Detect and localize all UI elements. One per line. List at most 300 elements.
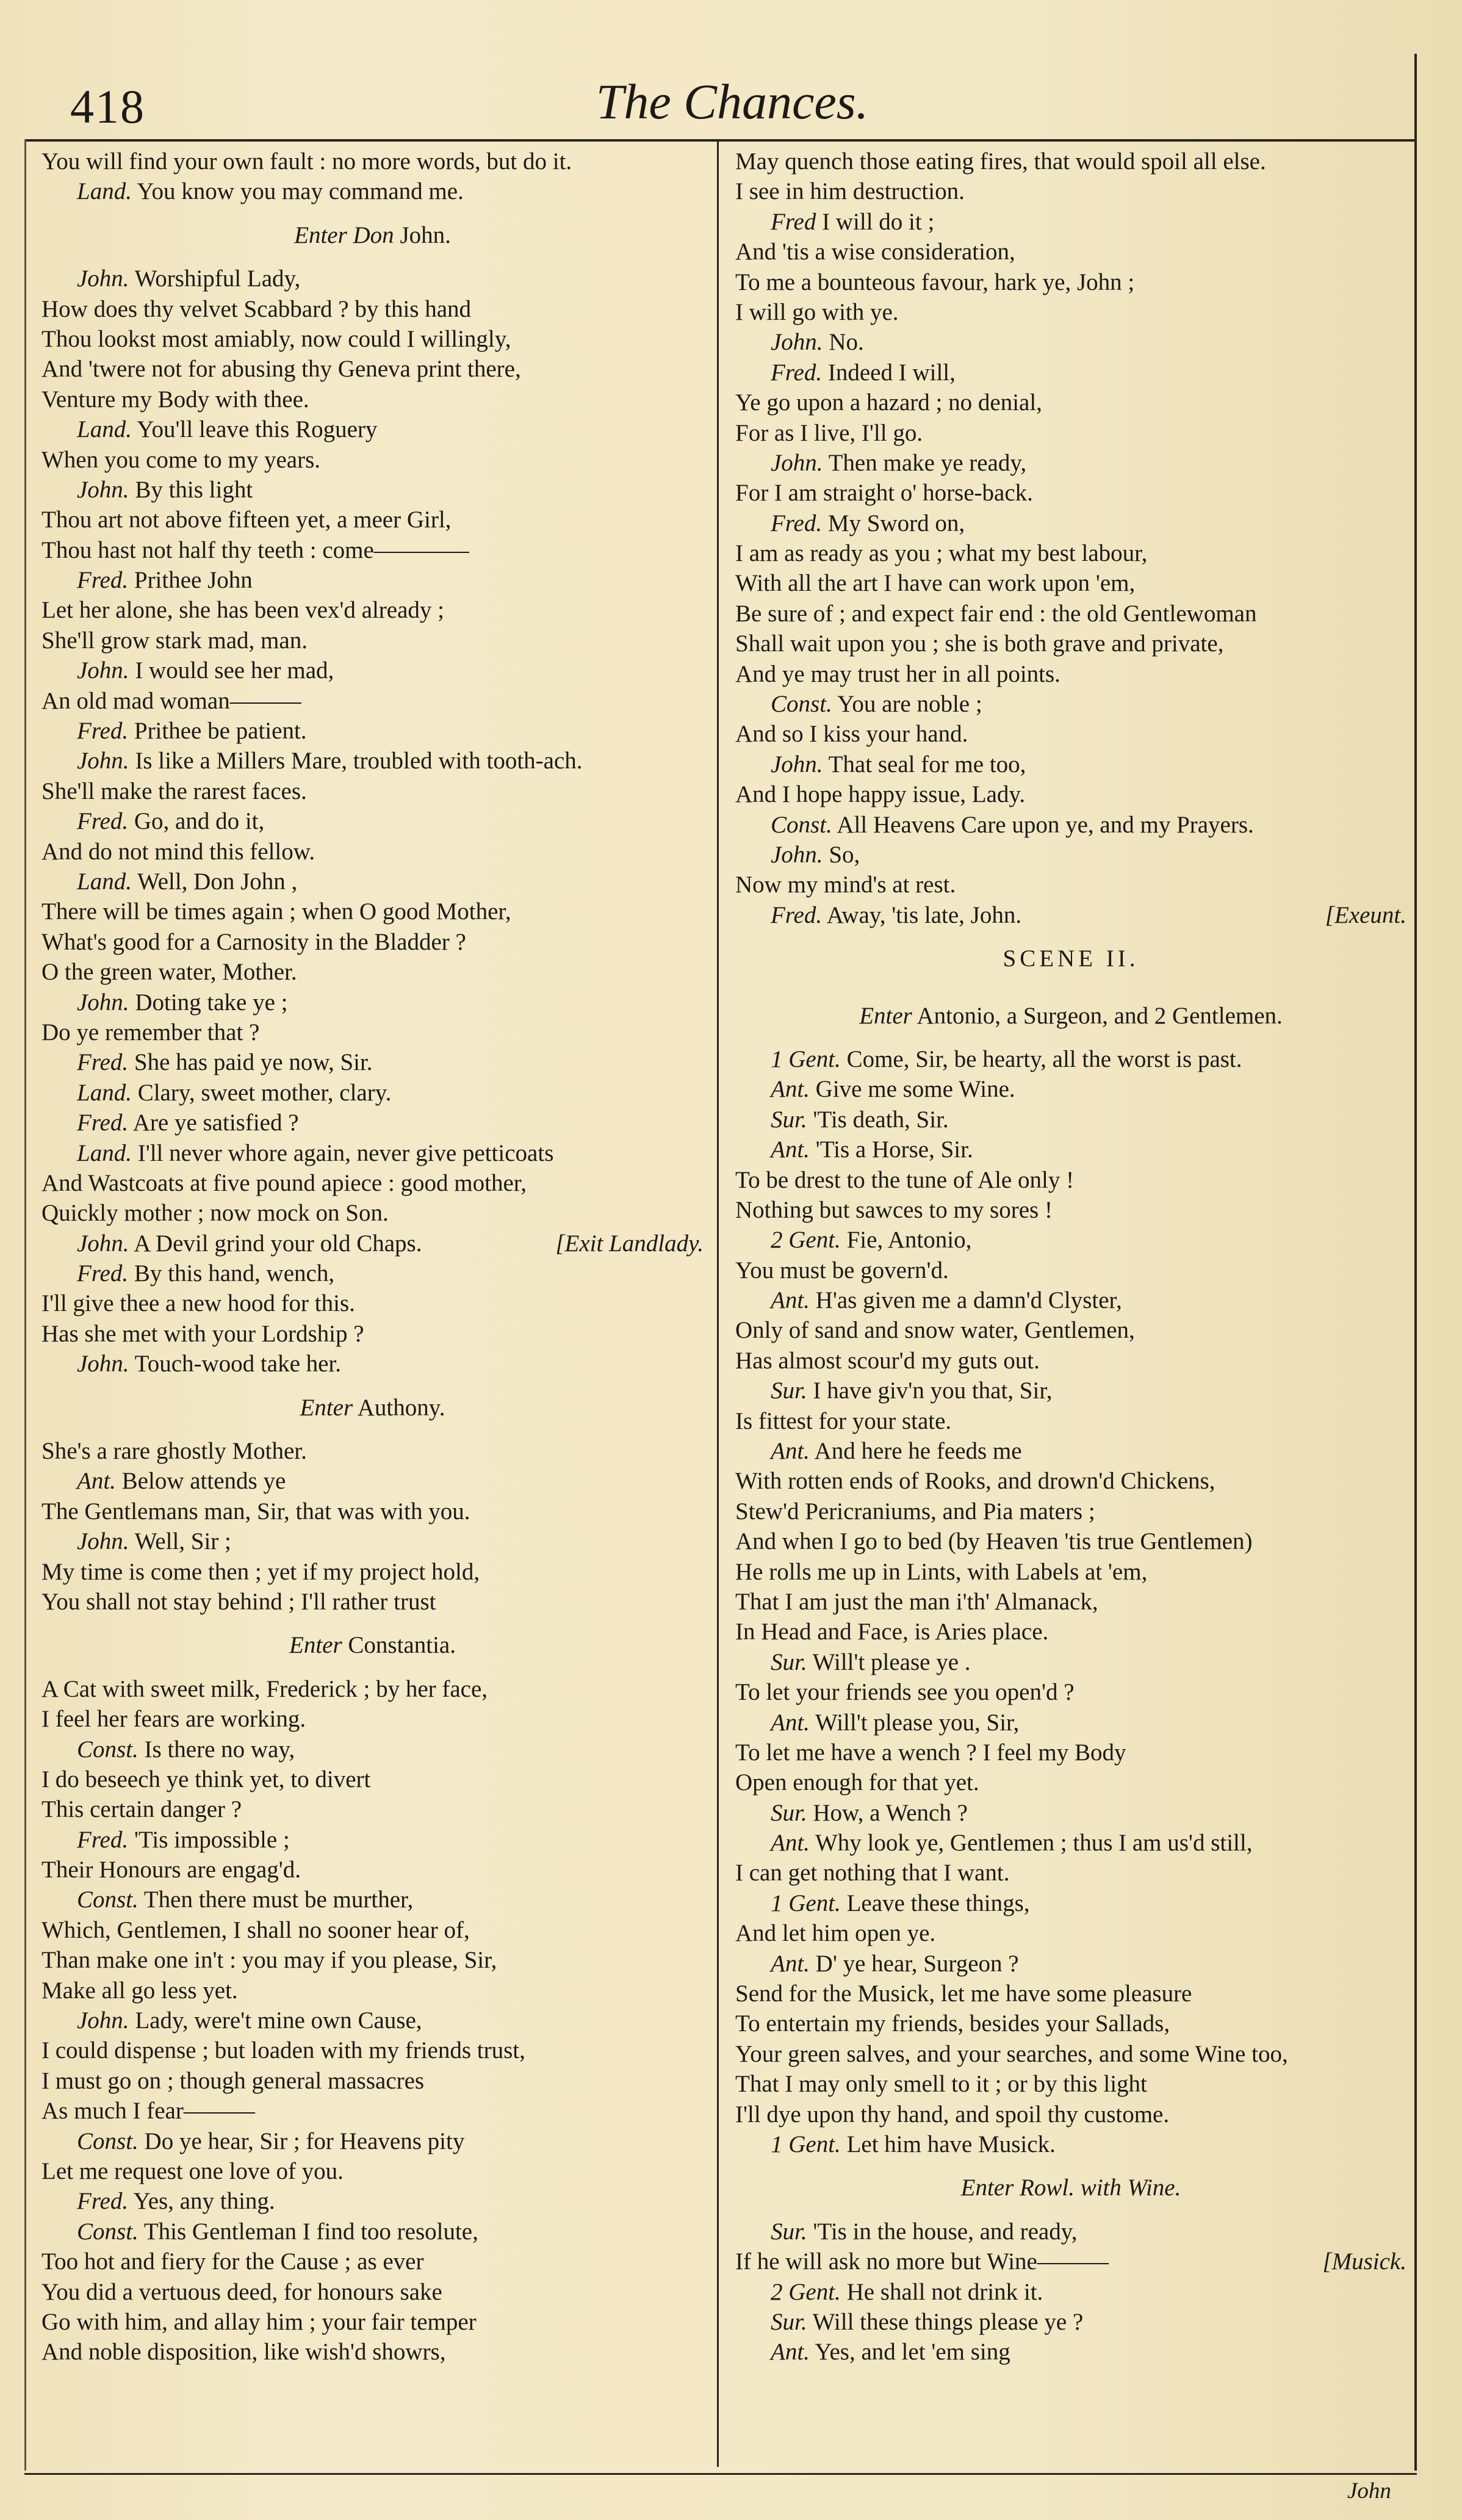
line-text: There will be times again ; when O good Mother,: [41, 898, 511, 925]
verse-line: [41, 1349, 704, 1379]
verse-line: [735, 900, 1406, 930]
line-text: You must be govern'd.: [735, 1257, 949, 1283]
line-text: Why look ye, Gentlemen ; thus I am us'd still,: [815, 1830, 1253, 1857]
speaker-name: Fred.: [77, 1260, 129, 1287]
speaker-name: Ant.: [771, 1438, 810, 1465]
verse-line: [735, 1617, 1406, 1647]
verse-line: [735, 1195, 1406, 1225]
line-text: She has paid ye now, Sir.: [134, 1049, 373, 1076]
verse-line: [735, 1828, 1406, 1858]
verse-line: [735, 1767, 1406, 1797]
stage-direction: [41, 220, 704, 250]
verse-line: [41, 686, 704, 716]
verse-line: [735, 1526, 1406, 1556]
line-text: 'Tis in the house, and ready,: [813, 2218, 1078, 2245]
line-text: Authony.: [357, 1394, 445, 1421]
verse-line: [41, 2247, 704, 2276]
speaker-name: Sur.: [771, 1377, 807, 1404]
spacer: [41, 1617, 704, 1630]
verse-line: [735, 478, 1406, 508]
line-text: And so I kiss your hand.: [735, 721, 968, 748]
line-text: That I may only smell to it ; or by this light: [735, 2071, 1147, 2098]
speaker-name: John.: [77, 1528, 129, 1555]
line-text: Will't please you, Sir,: [815, 1709, 1020, 1736]
verse-line: [735, 146, 1406, 176]
speaker-name: Fred: [771, 208, 816, 235]
line-text: A Cat with sweet milk, Frederick ; by her face,: [41, 1675, 488, 1702]
verse-line: [41, 1047, 704, 1077]
verse-line: [735, 508, 1406, 538]
line-text: Is there no way,: [144, 1736, 295, 1763]
spacer: [735, 1031, 1406, 1044]
line-text: This certain danger ?: [41, 1796, 242, 1823]
speaker-name: Fred.: [77, 1110, 129, 1136]
line-text: Come, Sir, be hearty, all the worst is past.: [846, 1045, 1242, 1072]
line-text: 'Tis death, Sir.: [813, 1106, 949, 1133]
line-text: He shall not drink it.: [846, 2278, 1043, 2305]
verse-line: [41, 1078, 704, 1108]
line-text: With all the art I have can work upon 'em,: [735, 570, 1136, 597]
verse-line: [735, 176, 1406, 206]
verse-line: [41, 1138, 704, 1168]
speaker-name: John.: [77, 2007, 129, 2034]
speaker-name: 1 Gent.: [771, 2131, 841, 2157]
verse-line: [735, 2337, 1406, 2367]
verse-line: [41, 2186, 704, 2216]
line-text: Your green salves, and your searches, and some Wine too,: [735, 2040, 1288, 2067]
line-text: Which, Gentlemen, I shall no sooner hear of,: [41, 1916, 470, 1943]
running-title: The Chances.: [596, 74, 869, 129]
line-text: I would see her mad,: [135, 657, 334, 684]
line-text: And when I go to bed (by Heaven 'tis true Gentlemen): [735, 1528, 1253, 1555]
line-text: Open enough for that yet.: [735, 1769, 979, 1796]
line-text: Below attends ye: [121, 1468, 286, 1495]
exit-direction: [Musick.: [1322, 2248, 1406, 2275]
verse-line: [735, 267, 1406, 297]
speaker-name: Sur.: [771, 1799, 807, 1826]
verse-line: [41, 1198, 704, 1228]
speaker-name: Const.: [77, 1886, 139, 1913]
verse-line: [41, 655, 704, 685]
verse-line: [735, 1858, 1406, 1888]
line-text: I'll never whore again, never give petticoats: [137, 1139, 554, 1166]
scene-heading: [735, 944, 1406, 973]
speaker-name: Fred.: [771, 359, 823, 386]
verse-line: [41, 1764, 704, 1794]
stage-direction: [735, 1001, 1406, 1031]
line-text: And 'tis a wise consideration,: [735, 239, 1015, 265]
line-text: And 'twere not for abusing thy Geneva print there,: [41, 356, 521, 383]
speaker-name: Ant.: [77, 1468, 116, 1495]
speaker-name: 1 Gent.: [771, 1890, 841, 1916]
speaker-name: Const.: [77, 1736, 139, 1763]
stage-direction: [735, 2173, 1406, 2203]
line-text: H'as given me a damn'd Clyster,: [815, 1287, 1122, 1314]
line-text: Doting take ye ;: [135, 989, 288, 1016]
speaker-name: Fred.: [77, 567, 129, 594]
verse-line: [41, 1526, 704, 1556]
speaker-name: Fred.: [771, 510, 823, 536]
speaker-name: John.: [77, 265, 129, 292]
line-text: Their Honours are engag'd.: [41, 1857, 301, 1883]
line-text: And noble disposition, like wish'd showrs,: [41, 2339, 446, 2366]
line-text: Prithee John: [134, 567, 253, 594]
line-text: Stew'd Pericraniums, and Pia maters ;: [735, 1498, 1095, 1525]
line-text: An old mad woman———: [41, 687, 301, 714]
verse-line: [735, 1798, 1406, 1828]
direction-word: Enter: [300, 1394, 353, 1421]
speaker-name: Ant.: [771, 1287, 810, 1314]
speaker-name: John.: [771, 751, 823, 778]
line-text: Make all go less yet.: [41, 1977, 238, 2004]
exit-direction: [Exit Landlady.: [555, 1230, 704, 1257]
line-text: Indeed I will,: [827, 359, 956, 386]
speaker-name: Land.: [77, 178, 132, 205]
line-text: Touch-wood take her.: [134, 1351, 342, 1377]
verse-line: [41, 354, 704, 384]
line-text: To entertain my friends, besides your Sallads,: [735, 2010, 1170, 2037]
verse-line: [41, 987, 704, 1017]
direction-word: Enter Don: [294, 222, 394, 248]
line-text: Will these things please ye ?: [812, 2308, 1084, 2335]
line-text: My Sword on,: [827, 510, 965, 536]
verse-line: [735, 870, 1406, 900]
speaker-name: 2 Gent.: [771, 1227, 841, 1254]
speaker-name: 1 Gent.: [771, 1045, 841, 1072]
footer-rule: [24, 2473, 1417, 2475]
speaker-name: Fred.: [77, 718, 129, 745]
verse-line: [41, 146, 704, 176]
column-divider: [717, 142, 719, 2467]
line-text: Let her alone, she has been vex'd already ;: [41, 597, 444, 624]
line-text: Worshipful Lady,: [134, 265, 301, 292]
stage-direction: [41, 1393, 704, 1423]
speaker-name: Ant.: [771, 1830, 810, 1857]
verse-line: [735, 1074, 1406, 1104]
verse-line: [41, 2156, 704, 2186]
line-text: Antonio, a Surgeon, and 2 Gentlemen.: [916, 1002, 1283, 1029]
verse-line: [41, 595, 704, 625]
verse-line: [41, 1735, 704, 1764]
verse-line: [735, 1888, 1406, 1918]
catchword: John: [1347, 2478, 1391, 2504]
line-text: Let him have Musick.: [846, 2131, 1056, 2157]
line-text: I can get nothing that I want.: [735, 1860, 1010, 1886]
verse-line: [41, 1794, 704, 1824]
speaker-name: John.: [771, 449, 823, 476]
line-text: To be drest to the tune of Ale only !: [735, 1166, 1075, 1193]
line-text: That I am just the man i'th' Almanack,: [735, 1588, 1098, 1615]
line-text: You know you may command me.: [137, 178, 464, 205]
line-text: Let me request one love of you.: [41, 2158, 344, 2184]
line-text: You did a vertuous deed, for honours sake: [41, 2278, 442, 2305]
verse-line: [735, 2217, 1406, 2247]
line-text: Will't please ye .: [812, 1648, 971, 1675]
line-text: I am as ready as you ; what my best labour,: [735, 540, 1148, 567]
line-text: The Gentlemans man, Sir, that was with you.: [41, 1498, 470, 1525]
verse-line: [41, 867, 704, 897]
line-text: How, a Wench ?: [813, 1799, 968, 1826]
line-text: Thou lookst most amiably, now could I willingly,: [41, 325, 511, 352]
speaker-name: Fred.: [77, 1826, 129, 1853]
line-text: If he will ask no more but Wine———: [735, 2248, 1109, 2275]
verse-line: [41, 806, 704, 836]
verse-line: [41, 2126, 704, 2156]
verse-line: [41, 445, 704, 475]
line-text: Do ye hear, Sir ; for Heavens pity: [144, 2128, 465, 2154]
verse-line: [41, 1674, 704, 1704]
verse-line: [41, 2337, 704, 2367]
line-text: Constantia.: [348, 1632, 456, 1659]
line-text: And I hope happy issue, Lady.: [735, 781, 1026, 808]
verse-line: [41, 1704, 704, 1734]
line-text: To let your friends see you open'd ?: [735, 1679, 1075, 1706]
line-text: In Head and Face, is Aries place.: [735, 1619, 1049, 1645]
speaker-name: Land.: [77, 868, 132, 895]
line-text: Nothing but sawces to my sores !: [735, 1196, 1053, 1223]
verse-line: [41, 927, 704, 957]
line-text: I feel her fears are working.: [41, 1706, 306, 1733]
line-text: John.: [400, 222, 451, 248]
verse-line: [735, 2247, 1406, 2276]
spacer: [41, 207, 704, 220]
verse-line: [735, 1135, 1406, 1164]
line-text: She'll grow stark mad, man.: [41, 627, 308, 654]
verse-line: [735, 689, 1406, 719]
verse-line: [41, 414, 704, 444]
verse-line: [735, 1647, 1406, 1677]
speaker-name: Land.: [77, 1079, 132, 1106]
frame-rule-left: [24, 139, 26, 2471]
speaker-name: Fred.: [77, 808, 129, 835]
line-text: As much I fear———: [41, 2098, 255, 2125]
verse-line: [41, 1229, 704, 1258]
speaker-name: Fred.: [77, 2188, 129, 2215]
line-text: Has almost scour'd my guts out.: [735, 1347, 1040, 1374]
line-text: Yes, and let 'em sing: [815, 2339, 1010, 2366]
speaker-name: Sur.: [771, 2308, 807, 2335]
spacer: [41, 1379, 704, 1393]
verse-line: [735, 1496, 1406, 1526]
line-text: Then make ye ready,: [828, 449, 1027, 476]
verse-line: [735, 207, 1406, 237]
line-text: Send for the Musick, let me have some pleasure: [735, 1980, 1192, 2007]
speaker-name: John.: [77, 1351, 129, 1377]
line-text: Is fittest for your state.: [735, 1407, 952, 1434]
verse-line: [735, 568, 1406, 598]
line-text: You'll leave this Roguery: [137, 416, 378, 443]
verse-line: [735, 1677, 1406, 1707]
verse-line: [735, 237, 1406, 267]
verse-line: [41, 1855, 704, 1885]
verse-line: [41, 1288, 704, 1318]
line-text: D' ye hear, Surgeon ?: [815, 1950, 1019, 1977]
verse-line: [41, 1557, 704, 1587]
verse-line: [735, 327, 1406, 357]
line-text: Ye go upon a hazard ; no denial,: [735, 389, 1042, 416]
verse-line: [41, 1017, 704, 1047]
spacer: [41, 1661, 704, 1674]
verse-line: [41, 1496, 704, 1526]
verse-line: [735, 1949, 1406, 1979]
line-text: And let him open ye.: [735, 1920, 936, 1947]
line-text: With rotten ends of Rooks, and drown'd Chickens,: [735, 1468, 1215, 1495]
verse-line: [735, 659, 1406, 689]
page-header: [43, 67, 1422, 140]
verse-line: [735, 358, 1406, 388]
line-text: Now my mind's at rest.: [735, 872, 956, 898]
verse-line: [41, 505, 704, 535]
verse-line: [41, 957, 704, 987]
spacer: [735, 2159, 1406, 2173]
spacer: [735, 2203, 1406, 2217]
line-text: Enter Rowl. with Wine.: [960, 2175, 1181, 2201]
verse-line: [735, 2009, 1406, 2038]
verse-line: [41, 535, 704, 565]
line-text: Leave these things,: [846, 1890, 1030, 1916]
line-text: Then there must be murther,: [143, 1886, 414, 1913]
verse-line: [735, 1587, 1406, 1617]
verse-line: [735, 1255, 1406, 1285]
line-text: By this hand, wench,: [134, 1260, 335, 1287]
line-text: SCENE II.: [1003, 945, 1139, 972]
verse-line: [41, 897, 704, 926]
line-text: You are noble ;: [837, 691, 982, 718]
line-text: She'll make the rarest faces.: [41, 778, 307, 804]
stage-direction: [41, 1630, 704, 1660]
verse-line: [41, 1915, 704, 1945]
speaker-name: Sur.: [771, 1648, 807, 1675]
line-text: Give me some Wine.: [815, 1076, 1015, 1103]
line-text: I do beseech ye think yet, to divert: [41, 1766, 371, 1793]
line-text: Is like a Millers Mare, troubled with tooth-ach.: [135, 748, 583, 774]
speaker-name: Fred.: [771, 901, 823, 928]
line-text: Quickly mother ; now mock on Son.: [41, 1200, 389, 1227]
verse-line: [735, 1738, 1406, 1767]
verse-line: [41, 176, 704, 206]
verse-line: [41, 1436, 704, 1466]
line-text: So,: [829, 841, 860, 868]
line-text: May quench those eating fires, that would spoil all else.: [735, 148, 1266, 175]
line-text: Be sure of ; and expect fair end : the old Gentlewoman: [735, 600, 1257, 627]
verse-line: [735, 1285, 1406, 1315]
verse-line: [735, 1346, 1406, 1376]
line-text: Venture my Body with thee.: [41, 386, 309, 413]
line-text: Clary, sweet mother, clary.: [137, 1079, 392, 1106]
verse-line: [41, 2035, 704, 2065]
speaker-name: Ant.: [771, 2339, 810, 2366]
page-number: 418: [70, 80, 145, 133]
right-column: [735, 146, 1406, 2367]
verse-line: [735, 1436, 1406, 1466]
speaker-name: 2 Gent.: [771, 2278, 841, 2305]
direction-word: Enter: [859, 1002, 912, 1029]
verse-line: [735, 538, 1406, 568]
speaker-name: Ant.: [771, 1950, 810, 1977]
line-text: How does thy velvet Scabbard ? by this hand: [41, 295, 472, 322]
line-text: He rolls me up in Lints, with Labels at 'em,: [735, 1558, 1148, 1585]
line-text: For as I live, I'll go.: [735, 419, 923, 446]
line-text: I have giv'n you that, Sir,: [813, 1377, 1053, 1404]
line-text: I could dispense ; but loaden with my friends trust,: [41, 2037, 525, 2064]
line-text: I will do it ;: [822, 208, 935, 235]
verse-line: [735, 2099, 1406, 2129]
verse-line: [41, 1168, 704, 1198]
line-text: Well, Sir ;: [134, 1528, 231, 1555]
verse-line: [735, 810, 1406, 840]
spacer: [735, 974, 1406, 987]
line-text: O the green water, Mother.: [41, 959, 297, 986]
line-text: When you come to my years.: [41, 446, 321, 473]
line-text: Than make one in't : you may if you please, Sir,: [41, 1947, 497, 1974]
speaker-name: John.: [77, 476, 129, 503]
line-text: I see in him destruction.: [735, 178, 965, 205]
verse-line: [41, 264, 704, 294]
verse-line: [41, 1587, 704, 1617]
line-text: All Heavens Care upon ye, and my Prayers.: [837, 811, 1254, 838]
line-text: I will go with ye.: [735, 298, 899, 325]
line-text: I'll give thee a new hood for this.: [41, 1290, 355, 1317]
line-text: You shall not stay behind ; I'll rather trust: [41, 1588, 436, 1615]
verse-line: [735, 1466, 1406, 1496]
speaker-name: Fred.: [77, 1049, 129, 1076]
speaker-name: Land.: [77, 1139, 132, 1166]
verse-line: [41, 1825, 704, 1855]
verse-line: [735, 1918, 1406, 1948]
verse-line: [41, 2096, 704, 2126]
verse-line: [735, 448, 1406, 478]
line-text: No.: [829, 329, 864, 356]
line-text: By this light: [135, 476, 253, 503]
line-text: And do not mind this fellow.: [41, 838, 315, 865]
frame-rule-right: [1414, 54, 1417, 2471]
speaker-name: John.: [771, 329, 823, 356]
line-text: Yes, any thing.: [133, 2188, 275, 2215]
verse-line: [735, 1708, 1406, 1738]
verse-line: [735, 1979, 1406, 2009]
line-text: I'll dye upon thy hand, and spoil thy custome.: [735, 2101, 1170, 2128]
verse-line: [735, 779, 1406, 809]
speaker-name: Const.: [771, 691, 832, 718]
speaker-name: John.: [77, 989, 129, 1016]
verse-line: [735, 749, 1406, 779]
verse-line: [735, 2277, 1406, 2307]
verse-line: [41, 565, 704, 595]
verse-line: [735, 1044, 1406, 1074]
verse-line: [735, 2039, 1406, 2069]
verse-line: [41, 626, 704, 655]
line-text: Has she met with your Lordship ?: [41, 1320, 364, 1347]
speaker-name: Const.: [771, 811, 832, 838]
line-text: And here he feeds me: [814, 1438, 1022, 1465]
speaker-name: Sur.: [771, 1106, 807, 1133]
line-text: Go with him, and allay him ; your fair temper: [41, 2308, 477, 2335]
verse-line: [41, 837, 704, 867]
exit-direction: [Exeunt.: [1325, 901, 1406, 928]
spacer: [41, 250, 704, 264]
line-text: Fie, Antonio,: [846, 1227, 972, 1254]
verse-line: [735, 2069, 1406, 2099]
verse-line: [41, 294, 704, 324]
verse-line: [735, 297, 1406, 327]
spacer: [735, 987, 1406, 1001]
verse-line: [41, 2006, 704, 2035]
verse-line: [735, 1406, 1406, 1436]
line-text: Go, and do it,: [134, 808, 265, 835]
line-text: 'Tis impossible ;: [134, 1826, 290, 1853]
left-column: [41, 146, 704, 2367]
speaker-name: Ant.: [771, 1136, 810, 1163]
